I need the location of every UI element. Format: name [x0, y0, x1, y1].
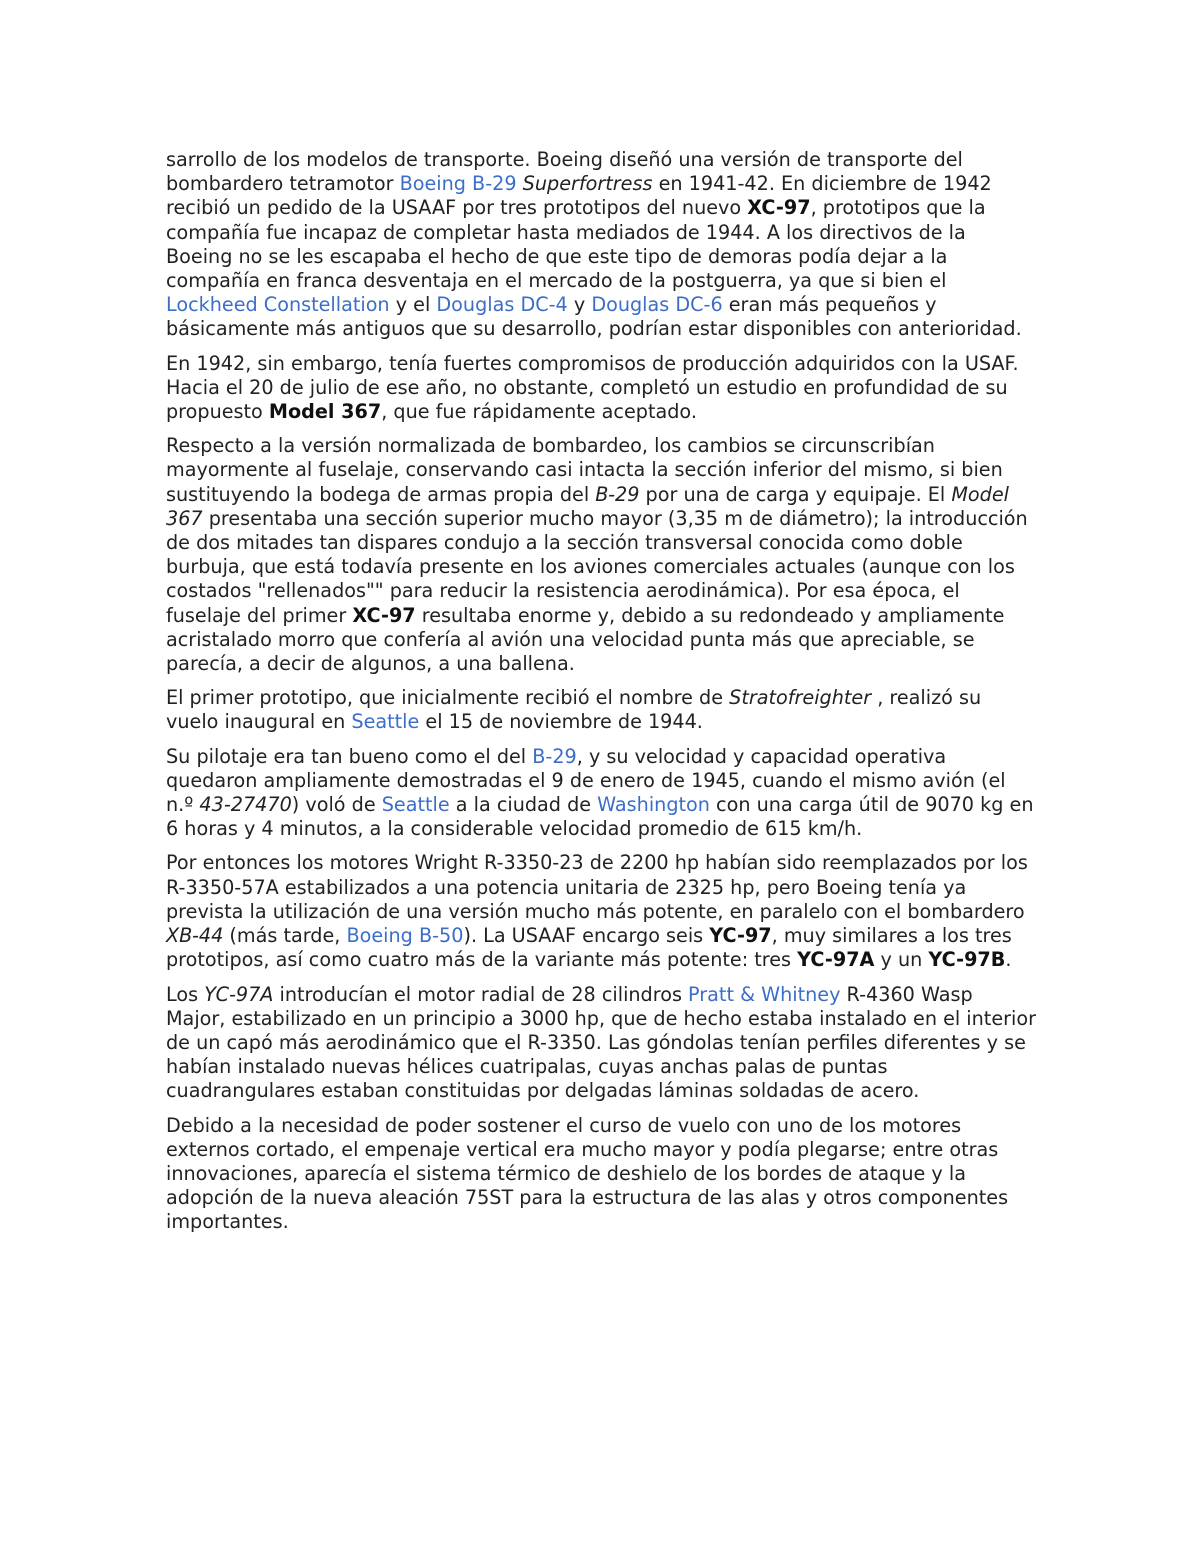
text-run: (más tarde, — [223, 924, 347, 948]
italic-term: XB-44 — [166, 924, 224, 948]
bold-term: Model 367 — [268, 400, 382, 424]
text-run: , y su velocidad y capacidad operativa quedaron ampliamente demostradas el 9 de enero de 1945, cuando el mismo avión (el n.º — [166, 744, 1006, 817]
text-run: por una de carga y equipaje. El — [639, 482, 952, 506]
text-run: con una carga útil de 9070 kg en 6 horas y 4 minutos, a la considerable velocidad promedio de 615 km/h. — [166, 793, 1034, 841]
italic-term: Superfortress — [522, 172, 653, 196]
paragraph-3 — [166, 434, 1038, 676]
document-page — [166, 148, 1038, 1245]
text-run: a la ciudad de — [449, 793, 598, 817]
hyperlink[interactable]: Douglas DC-6 — [591, 293, 723, 317]
paragraph-4 — [166, 686, 1038, 734]
hyperlink[interactable]: Seattle — [381, 793, 450, 817]
paragraph-5 — [166, 745, 1038, 842]
italic-term: Model 367 — [166, 482, 1009, 530]
italic-term: B-29 — [595, 482, 640, 506]
paragraph-6 — [166, 851, 1038, 972]
text-run: eran más pequeños y básicamente más antiguos que su desarrollo, podrían estar disponibles con anterioridad. — [166, 293, 1022, 341]
text-run: . — [1005, 948, 1012, 972]
hyperlink[interactable]: Boeing B-50 — [346, 924, 464, 948]
text-run: , muy similares a los tres prototipos, así como cuatro más de la variante más potente: tres — [166, 924, 1012, 972]
hyperlink[interactable]: Boeing B-29 — [399, 172, 517, 196]
text-run: introducían el motor radial de 28 cilindros — [273, 982, 689, 1006]
text-run: , prototipos que la compañía fue incapaz de completar hasta mediados de 1944. A los directivos de la Boeing no se les escapaba el hecho de que este tipo de demoras podía dejar a la compañía en franca desventaja en el mercado de la postguerra, ya que si bien el — [166, 196, 986, 293]
italic-term: Stratofreighter — [729, 686, 872, 710]
paragraph-1 — [166, 148, 1038, 342]
bold-term: YC-97B — [928, 948, 1006, 972]
italic-term: YC-97A — [204, 982, 274, 1006]
hyperlink[interactable]: Douglas DC-4 — [436, 293, 568, 317]
bold-term: XC-97 — [747, 196, 811, 220]
text-run: El primer prototipo, que inicialmente recibió el nombre de — [166, 686, 730, 710]
text-run: Respecto a la versión normalizada de bombardeo, los cambios se circunscribían mayormente al fuselaje, conservando casi intacta la sección inferior del mismo, si bien sustituyendo la bodega de armas propia del — [166, 434, 1003, 506]
text-run: ). La USAAF encargo seis — [463, 924, 710, 948]
bold-term: XC-97 — [352, 603, 416, 627]
text-run: sarrollo de los modelos de transporte. Boeing diseñó una versión de transporte del bombardero tetramotor — [166, 148, 963, 196]
text-run: y — [567, 293, 592, 317]
hyperlink[interactable]: Seattle — [351, 710, 420, 734]
text-run: resultaba enorme y, debido a su redondeado y ampliamente acristalado morro que confería al avión una velocidad punta más que apreciable, se parecía, a decir de algunos, a una ballena. — [166, 603, 1005, 676]
text-run: el 15 de noviembre de 1944. — [419, 710, 703, 734]
text-run: , que fue rápidamente aceptado. — [381, 400, 697, 424]
text-run: y un — [874, 948, 929, 972]
hyperlink[interactable]: B-29 — [532, 744, 577, 768]
text-run: R-4360 Wasp Major, estabilizado en un principio a 3000 hp, que de hecho estaba instalado en el interior de un capó más aerodinámico que el R-3350. Las góndolas tenían perfiles diferentes y se habían instalado nuevas hélices cuatripalas, cuyas anchas palas de puntas cuadrangulares estaban constituidas por delgadas láminas soldadas de acero. — [166, 982, 1036, 1103]
text-run: Los — [166, 982, 205, 1006]
italic-term: 43-27470 — [199, 793, 292, 817]
text-run: en 1941-42. En diciembre de 1942 recibió un pedido de la USAAF por tres prototipos del nuevo — [166, 172, 992, 220]
text-run: y el — [389, 293, 437, 317]
hyperlink[interactable]: Pratt & Whitney — [688, 982, 841, 1006]
paragraph-8 — [166, 1114, 1038, 1235]
text-run: Por entonces los motores Wright R-3350-23 de 2200 hp habían sido reemplazados por los R-3350-57A estabilizados a una potencia unitaria de 2325 hp, pero Boeing tenía ya prevista la utilización de una versión mucho más potente, en paralelo con el bombardero — [166, 851, 1028, 923]
text-run: , realizó su vuelo inaugural en — [166, 686, 982, 734]
bold-term: YC-97A — [797, 948, 875, 972]
text-run: En 1942, sin embargo, tenía fuertes compromisos de producción adquiridos con la USAF. Hacia el 20 de julio de ese año, no obstante, completó un estudio en profundidad de su propuesto — [166, 351, 1019, 424]
bold-term: YC-97 — [709, 924, 772, 948]
text-run: Su pilotaje era tan bueno como el del — [166, 744, 533, 768]
hyperlink[interactable]: Washington — [597, 793, 710, 817]
text-run: presentaba una sección superior mucho mayor (3,35 m de diámetro); la introducción de dos mitades tan dispares condujo a la sección transversal conocida como doble burbuja, que está todavía presente en los aviones comerciales actuales (aunque con los costados "rellenados"" para reducir la resistencia aerodinámica). Por esa época, el fuselaje del primer — [166, 506, 1028, 627]
paragraph-2 — [166, 352, 1038, 425]
text-run: ) voló de — [291, 793, 382, 817]
text-run: Debido a la necesidad de poder sostener el curso de vuelo con uno de los motores externos cortado, el empenaje vertical era mucho mayor y podía plegarse; entre otras innovaciones, aparecía el sistema térmico de deshielo de los bordes de ataque y la adopción de la nueva aleación 75ST para la estructura de las alas y otros componentes importantes. — [166, 1113, 1009, 1234]
hyperlink[interactable]: Lockheed Constellation — [166, 293, 390, 317]
paragraph-7 — [166, 983, 1038, 1104]
